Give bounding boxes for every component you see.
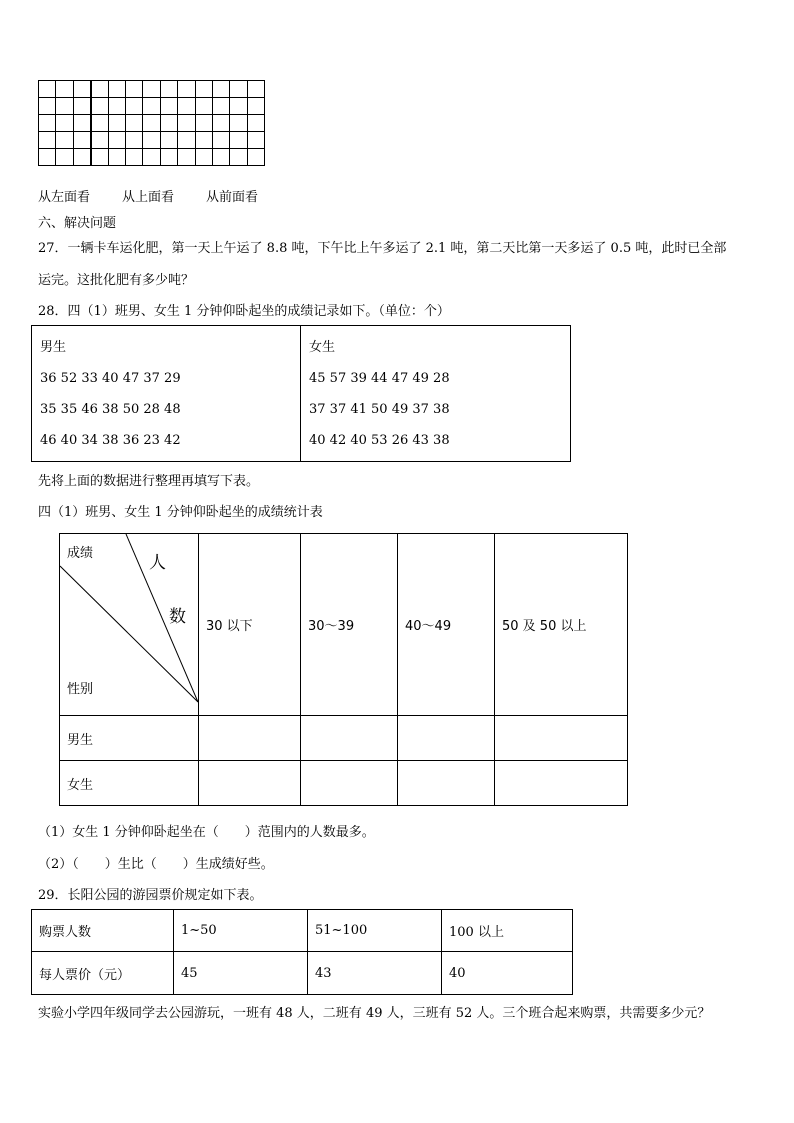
q28-data-table: [31, 325, 571, 462]
girls-cell: [301, 326, 571, 462]
q28-stats-title: 四（1）班男、女生 1 分钟仰卧起坐的成绩统计表: [38, 505, 323, 520]
boys-row: 35 35 46 38 50 28 48: [40, 402, 181, 417]
price-table-header: 100 以上: [442, 910, 573, 952]
answer-cell[interactable]: [495, 761, 628, 806]
view-label-front: 从前面看: [206, 190, 259, 205]
answer-cell[interactable]: [301, 716, 398, 761]
boys-row: 36 52 33 40 47 37 29: [40, 371, 181, 386]
girls-row: 40 42 40 53 26 43 38: [309, 433, 450, 448]
row-header-boys: 男生: [60, 716, 199, 761]
q28-sub2: （2）（ ）生比（ ）生成绩好些。: [38, 857, 274, 872]
row-header-girls: 女生: [60, 761, 199, 806]
q28-sub1: （1）女生 1 分钟仰卧起坐在（ ）范围内的人数最多。: [38, 825, 375, 840]
q29-title: 29．长阳公园的游园票价规定如下表。: [38, 888, 263, 903]
col-header: 50 及 50 以上: [495, 534, 628, 716]
col-header: 30～39: [301, 534, 398, 716]
col-header: 30 以下: [199, 534, 301, 716]
price-table-cell: 每人票价（元）: [32, 952, 174, 995]
q29-price-table: [31, 909, 573, 995]
corner-shu-label: 数: [169, 607, 186, 627]
view-drawing-grid: [38, 80, 265, 166]
answer-cell[interactable]: [398, 761, 495, 806]
view-label-top: 从上面看: [122, 190, 175, 205]
price-table-cell: 45: [174, 952, 308, 995]
view-label-left: 从左面看: [38, 190, 91, 205]
q28-stats-table: [59, 533, 628, 806]
girls-row: 45 57 39 44 47 49 28: [309, 371, 450, 386]
col-header: 40～49: [398, 534, 495, 716]
corner-gender-label: 性别: [67, 682, 94, 697]
answer-cell[interactable]: [199, 716, 301, 761]
price-table-header: 1~50: [174, 910, 308, 952]
price-table-cell: 43: [308, 952, 442, 995]
diagonal-header-cell: [60, 534, 199, 716]
corner-score-label: 成绩: [67, 546, 94, 561]
boys-header: 男生: [40, 340, 67, 355]
boys-cell: [32, 326, 301, 462]
section-title: 六、解决问题: [38, 216, 117, 231]
answer-cell[interactable]: [199, 761, 301, 806]
girls-row: 37 37 41 50 49 37 38: [309, 402, 450, 417]
q29-question: 实验小学四年级同学去公园游玩，一班有 48 人，二班有 49 人，三班有 52 人。三个班合起来购票，共需要多少元？: [38, 1006, 711, 1021]
q28-title: 28．四（1）班男、女生 1 分钟仰卧起坐的成绩记录如下。（单位：个）: [38, 304, 450, 319]
q27-line1: 27．一辆卡车运化肥，第一天上午运了 8.8 吨，下午比上午多运了 2.1 吨，第二天比第一天多运了 0.5 吨，此时已全部: [38, 241, 727, 256]
answer-cell[interactable]: [301, 761, 398, 806]
answer-cell[interactable]: [398, 716, 495, 761]
price-table-cell: 40: [442, 952, 573, 995]
price-table-header: 购票人数: [32, 910, 174, 952]
corner-ren-label: 人: [149, 553, 166, 573]
q28-instruction: 先将上面的数据进行整理再填写下表。: [38, 474, 260, 489]
girls-header: 女生: [309, 340, 336, 355]
answer-cell[interactable]: [495, 716, 628, 761]
q27-line2: 运完。这批化肥有多少吨？: [38, 273, 195, 288]
boys-row: 46 40 34 38 36 23 42: [40, 433, 181, 448]
price-table-header: 51~100: [308, 910, 442, 952]
